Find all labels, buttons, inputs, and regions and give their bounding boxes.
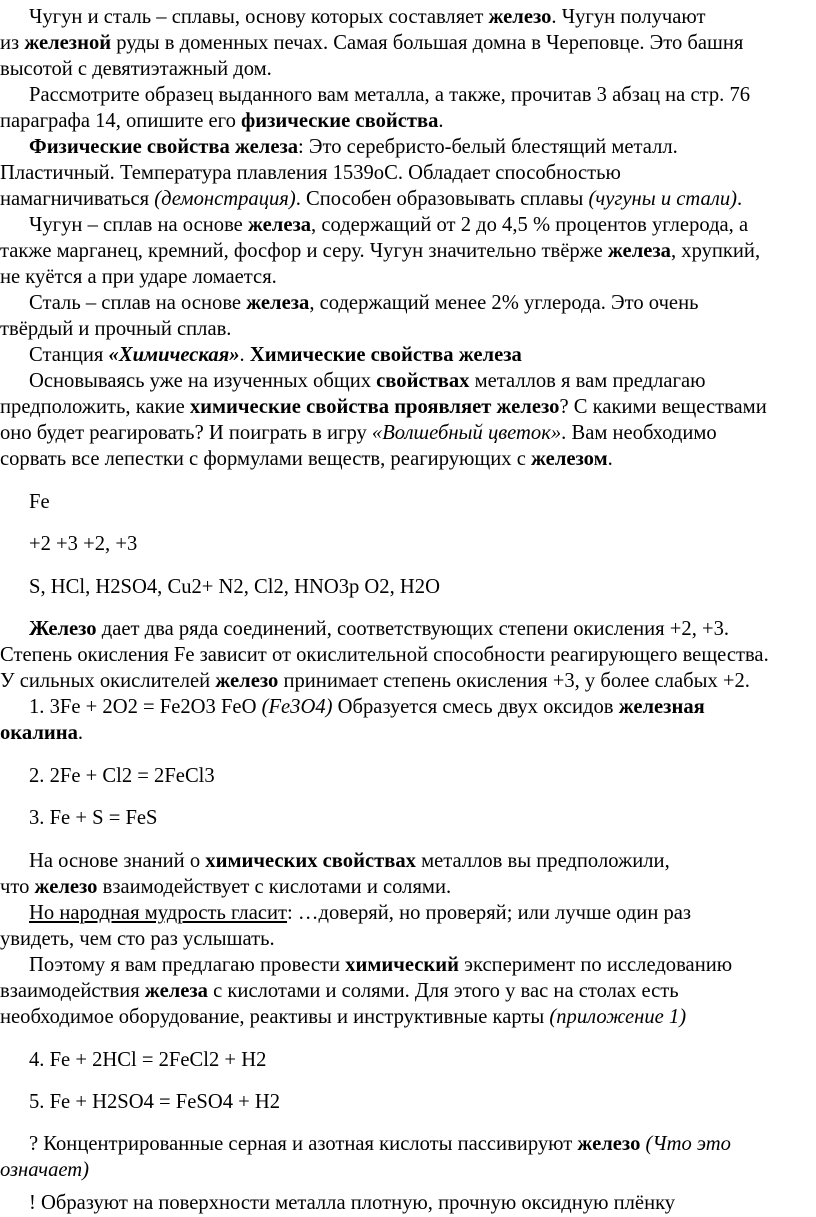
text-line: сорвать все лепестки с формулами веществ, реагирующих с железом. xyxy=(0,448,613,470)
text-line: необходимое оборудование, реактивы и инструктивные карты (приложение 1) xyxy=(0,1006,687,1028)
text-line: из железной руды в доменных печах. Самая большая домна в Череповце. Это башня xyxy=(0,32,744,54)
text-line: не куётся а при ударе ломается. xyxy=(0,266,277,288)
equation-line: 2. 2Fe + Cl2 = 2FeCl3 xyxy=(29,765,215,787)
equation-line: 1. 3Fe + 2O2 = Fe2O3 FeO (Fe3O4) Образуется смесь двух оксидов железная xyxy=(29,696,705,718)
reagent-list: S, HCl, H2SO4, Cu2+ N2, Cl2, HNO3р O2, H2O xyxy=(29,576,440,598)
equation-line: 5. Fe + H2SO4 = FeSO4 + H2 xyxy=(29,1091,281,1113)
element-symbol: Fe xyxy=(29,491,50,513)
oxidation-states: +2 +3 +2, +3 xyxy=(29,533,138,555)
text-line: Станция «Химическая». Химические свойства железа xyxy=(29,344,522,366)
equation-line: 3. Fe + S = FeS xyxy=(29,807,158,829)
text-line: Железо дает два ряда соединений, соответствующих степени окисления +2, +3. xyxy=(29,618,730,640)
text-line: Степень окисления Fe зависит от окислительной способности реагирующего вещества. xyxy=(0,644,769,666)
text-line: твёрдый и прочный сплав. xyxy=(0,318,232,340)
text-line: высотой с девятиэтажный дом. xyxy=(0,58,272,80)
text-line: Поэтому я вам предлагаю провести химический эксперимент по исследованию xyxy=(29,954,733,976)
text-line: намагничиваться (демонстрация). Способен образовывать сплавы (чугуны и стали). xyxy=(0,188,743,210)
text-line: параграфа 14, опишите его физические свойства. xyxy=(0,110,444,132)
text-line: увидеть, чем сто раз услышать. xyxy=(0,928,275,950)
text-line: Но народная мудрость гласит: …доверяй, но проверяй; или лучше один раз xyxy=(29,902,692,924)
text-line: окалина. xyxy=(0,722,84,744)
answer-line: ! Образуют на поверхности металла плотную, прочную оксидную плёнку xyxy=(29,1192,676,1214)
text-line: Основываясь уже на изученных общих свойствах металлов я вам предлагаю xyxy=(29,370,706,392)
text-line: Сталь – сплав на основе железа, содержащий менее 2% углерода. Это очень xyxy=(29,292,699,314)
text-line: Пластичный. Температура плавления 1539оС. Обладает способностью xyxy=(0,162,621,184)
text-line: что железо взаимодействует с кислотами и солями. xyxy=(0,876,452,898)
text-line: также марганец, кремний, фосфор и серу. Чугун значительно твёрже железа, хрупкий, xyxy=(0,240,761,262)
text-line: Чугун – сплав на основе железа, содержащий от 2 до 4,5 % процентов углерода, а xyxy=(29,214,749,236)
equation-line: 4. Fe + 2HCl = 2FeCl2 + H2 xyxy=(29,1049,267,1071)
text-line: У сильных окислителей железо принимает степень окисления +3, у более слабых +2. xyxy=(0,670,750,692)
text-line: предположить, какие химические свойства проявляет железо? С какими веществами xyxy=(0,396,767,418)
text-line: Физические свойства железа: Это серебристо-белый блестящий металл. xyxy=(29,136,678,158)
text-line: Рассмотрите образец выданного вам металла, а также, прочитав 3 абзац на стр. 76 xyxy=(29,84,751,106)
text-line: На основе знаний о химических свойствах металлов вы предположили, xyxy=(29,850,670,872)
text-line: оно будет реагировать? И поиграть в игру «Волшебный цветок». Вам необходимо xyxy=(0,422,717,444)
text-line: означает) xyxy=(0,1159,90,1181)
text-line: взаимодействия железа с кислотами и солями. Для этого у вас на столах есть xyxy=(0,980,679,1002)
text-line: Чугун и сталь – сплавы, основу которых составляет железо. Чугун получают xyxy=(29,6,706,28)
question-line: ? Концентрированные серная и азотная кислоты пассивируют железо (Что это xyxy=(29,1133,731,1155)
